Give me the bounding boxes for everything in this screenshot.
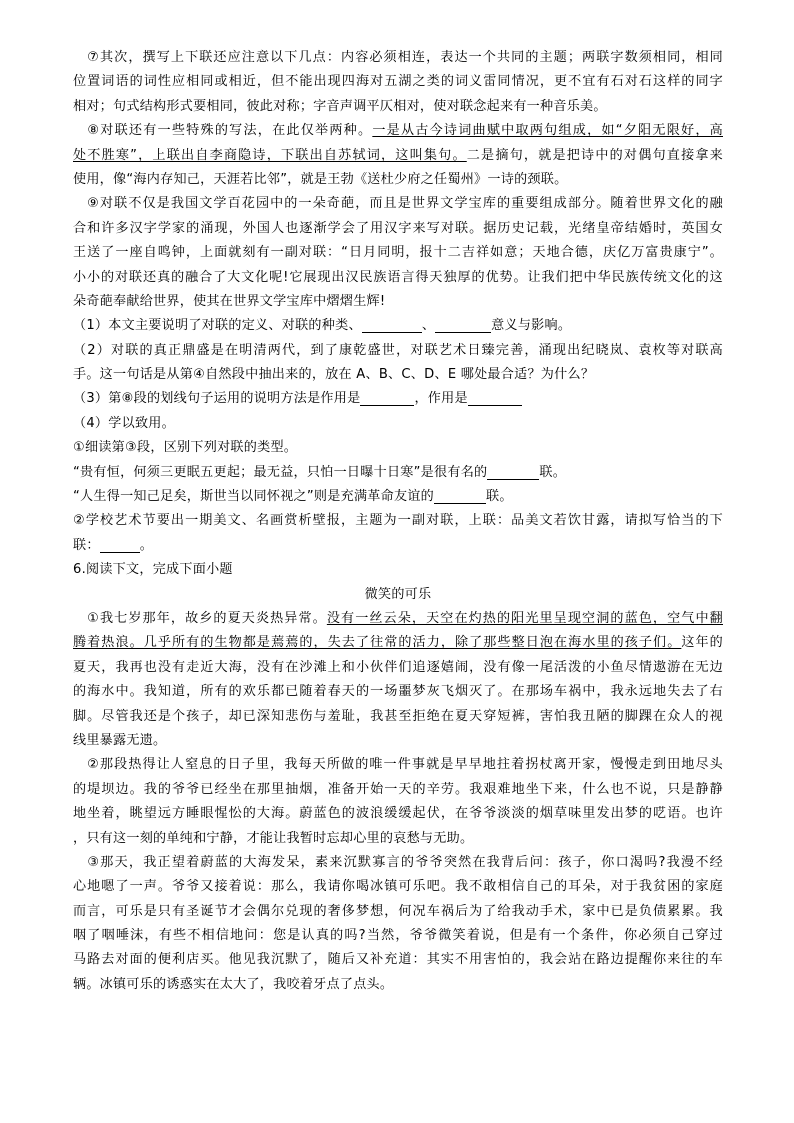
text-line bbox=[73, 973, 723, 997]
text-span: ①我七岁那年，故乡的夏天炎热异常。 bbox=[73, 610, 327, 626]
text-span: 小小的对联还真的融合了大文化呢!它展现出汉民族语言得天独厚的优势。让我们把中华民族传统文化的这 bbox=[73, 269, 723, 285]
text-span: 马路去对面的便利店买。他见我沉默了，随后又补充道：其实不用害怕的，我会站在路边提醒你来往的车 bbox=[73, 952, 723, 968]
text-line bbox=[73, 534, 723, 558]
text-line bbox=[73, 485, 723, 509]
text-line bbox=[73, 363, 723, 387]
answer-blank bbox=[468, 390, 522, 406]
text-span: 联。 bbox=[486, 489, 513, 505]
text-line bbox=[73, 827, 723, 851]
text-line bbox=[73, 680, 723, 704]
text-line bbox=[73, 168, 723, 192]
text-span: ③那天，我正望着蔚蓝的大海发呆，素来沉默寡言的爷爷突然在我背后问：孩子，你口渴吗?我漫不经 bbox=[73, 854, 723, 870]
text-span: 夏天，我再也没有走近大海，没有在沙滩上和小伙伴们追逐嬉闹，没有像一尾活泼的小鱼尽情遨游在无边 bbox=[73, 659, 723, 675]
text-span: （2）对联的真正鼎盛是在明清两代，到了康乾盛世，对联艺术日臻完善，涌现出纪晓岚、袁枚等对联高 bbox=[73, 342, 723, 358]
text-span: 。 bbox=[139, 537, 154, 553]
text-line bbox=[73, 436, 723, 460]
text-line bbox=[73, 631, 723, 655]
document-page bbox=[73, 46, 723, 997]
answer-blank bbox=[100, 537, 140, 553]
text-line bbox=[73, 144, 723, 168]
text-span: （3）第⑧段的划线句子运用的说明方法是作用是 bbox=[73, 391, 361, 407]
text-span: 心地嗯了一声。爷爷又接着说：那么，我请你喝冰镇可乐吧。我不敢相信自己的耳朵，对于我贫困的家庭 bbox=[73, 879, 723, 895]
text-line bbox=[73, 705, 723, 729]
text-line bbox=[73, 314, 723, 338]
text-span: 而言，可乐是只有圣诞节才会偶尔兑现的奢侈梦想，何况车祸后为了给我动手术，家中已是负债累累。我 bbox=[73, 903, 723, 919]
text-span: 的堤坝边。我的爷爷已经坐在那里抽烟，准备开始一天的辛劳。我艰难地坐下来，什么也不说，只是静静 bbox=[73, 781, 723, 797]
text-span: ⑦其次，撰写上下联还应注意以下几点：内容必须相连，表达一个共同的主题；两联字数须相同，相同 bbox=[73, 50, 723, 65]
text-line bbox=[73, 948, 723, 972]
answer-blank bbox=[435, 317, 491, 333]
text-span: 辆。冰镇可乐的诱惑实在太大了，我咬着牙点了点头。 bbox=[73, 976, 394, 992]
text-span: 的海水中。我知道，所有的欢乐都已随着春天的一场噩梦灰飞烟灭了。在那场车祸中，我永远地失去了右 bbox=[73, 684, 723, 700]
text-span: （4）学以致用。 bbox=[73, 415, 175, 431]
text-span: 手。这一句话是从第④自然段中抽出来的，放在 A、B、C、D、E 哪处最合适？为什么？ bbox=[73, 367, 595, 383]
answer-blank bbox=[434, 488, 486, 504]
answer-blank bbox=[360, 390, 414, 406]
text-line bbox=[73, 656, 723, 680]
text-span: ，作用是 bbox=[414, 391, 468, 407]
text-line bbox=[73, 70, 723, 94]
text-line bbox=[73, 46, 723, 70]
text-line bbox=[73, 192, 723, 216]
text-span: （1）本文主要说明了对联的定义、对联的种类、 bbox=[73, 318, 362, 334]
text-span: 使用，像“海内存知己，天涯若比邻”，就是王勃《送杜少府之任蜀州》一诗的颈联。 bbox=[73, 171, 568, 187]
text-span: “人生得一知己足矣，斯世当以同怀视之”则是充满革命友谊的 bbox=[73, 489, 435, 505]
text-line bbox=[73, 753, 723, 777]
text-span: 王送了一座自鸣钟，上面就刻有一副对联：“日月同明，报十二吉祥如意；天地合德，庆亿万富贵康宁”。 bbox=[73, 245, 723, 261]
underlined-text: 一是从古今诗词曲赋中取两句组成，如“夕阳无限好，高 bbox=[372, 123, 723, 139]
answer-blank bbox=[487, 464, 539, 480]
text-line bbox=[73, 558, 723, 582]
text-line bbox=[73, 924, 723, 948]
text-line bbox=[73, 509, 723, 533]
text-span: 意义与影响。 bbox=[491, 318, 572, 334]
text-span: ，只有这一刻的单纯和宁静，才能让我暂时忘却心里的哀愁与无助。 bbox=[73, 830, 474, 846]
text-span: 微笑的可乐 bbox=[364, 586, 432, 602]
text-span: 地坐着，眺望远方睡眼惺忪的大海。蔚蓝色的波浪缓缓起伏，在爷爷淡淡的烟草味里发出梦的呓语。也许 bbox=[73, 806, 723, 822]
text-line bbox=[73, 266, 723, 290]
text-line bbox=[73, 461, 723, 485]
text-line bbox=[73, 241, 723, 265]
underlined-text: 腾着热浪。几乎所有的生物都是蔫蔫的，失去了往常的活力，除了那些整日泡在海水里的孩子们。 bbox=[73, 635, 682, 651]
text-span: 相对；句式结构形式要相同，彼此对称；字音声调平仄相对，使对联念起来有一种音乐美。 bbox=[73, 98, 607, 114]
underlined-text: 没有一丝云朵，天空在灼热的阳光里呈现空洞的蓝色，空气中翻 bbox=[326, 610, 723, 626]
text-line bbox=[73, 412, 723, 436]
passage-title bbox=[73, 583, 723, 607]
text-span: 这年的 bbox=[681, 635, 723, 651]
text-span: 位置词语的词性应相同或相近，但不能出现四海对五湖之类的词义雷同情况，更不宜有石对石这样的同字 bbox=[73, 74, 723, 90]
text-span: 合和许多汉字学家的涌现，外国人也逐渐学会了用汉字来写对联。据历史记载，光绪皇帝结婚时，英国女 bbox=[73, 220, 723, 236]
text-line bbox=[73, 290, 723, 314]
text-line bbox=[73, 851, 723, 875]
text-span: 二是摘句，就是把诗中的对偶句直接拿来 bbox=[466, 147, 723, 163]
text-line bbox=[73, 875, 723, 899]
text-line bbox=[73, 802, 723, 826]
text-span: 朵奇葩奉献给世界，使其在世界文学宝库中熠熠生辉! bbox=[73, 293, 386, 309]
text-span: “贵有恒，何须三更眠五更起；最无益，只怕一日曝十日寒”是很有名的 bbox=[73, 464, 488, 480]
text-span: ⑧对联还有一些特殊的写法，在此仅举两种。 bbox=[73, 123, 373, 139]
text-span: ②那段热得让人窒息的日子里，我每天所做的唯一件事就是早早地拄着拐杖离开家，慢慢走到田地尽头 bbox=[73, 757, 723, 773]
answer-blank bbox=[362, 317, 422, 333]
text-line bbox=[73, 119, 723, 143]
text-span: ①细读第③段，区别下列对联的类型。 bbox=[73, 440, 298, 456]
text-line bbox=[73, 900, 723, 924]
text-line bbox=[73, 387, 723, 411]
text-span: ②学校艺术节要出一期美文、名画赏析壁报，主题为一副对联，上联：品美文若饮甘露，请拟写恰当的下 bbox=[73, 513, 723, 529]
text-span: 线里暴露无遗。 bbox=[73, 732, 167, 748]
text-span: 脚。尽管我还是个孩子，却已深知悲伤与羞耻，我甚至拒绝在夏天穿短裤，害怕我丑陋的脚踝在众人的视 bbox=[73, 708, 723, 724]
text-line bbox=[73, 729, 723, 753]
text-span: ⑨对联不仅是我国文学百花园中的一朵奇葩，而且是世界文学宝库的重要组成部分。随着世界文化的融 bbox=[73, 196, 723, 212]
text-line bbox=[73, 778, 723, 802]
text-line bbox=[73, 607, 723, 631]
text-span: 联： bbox=[73, 537, 100, 553]
text-span: 联。 bbox=[539, 464, 567, 480]
text-span: 咽了咽唾沫，有些不相信地问：您是认真的吗?当然，爷爷微笑着说，但是有一个条件，你必须自己穿过 bbox=[73, 928, 723, 944]
underlined-text: 处不胜寒”，上联出自李商隐诗，下联出自苏轼词，这叫集句。 bbox=[73, 147, 467, 163]
text-span: 6.阅读下文，完成下面小题 bbox=[73, 562, 233, 578]
text-line bbox=[73, 217, 723, 241]
text-line bbox=[73, 339, 723, 363]
text-line bbox=[73, 95, 723, 119]
text-span: 、 bbox=[421, 318, 436, 334]
